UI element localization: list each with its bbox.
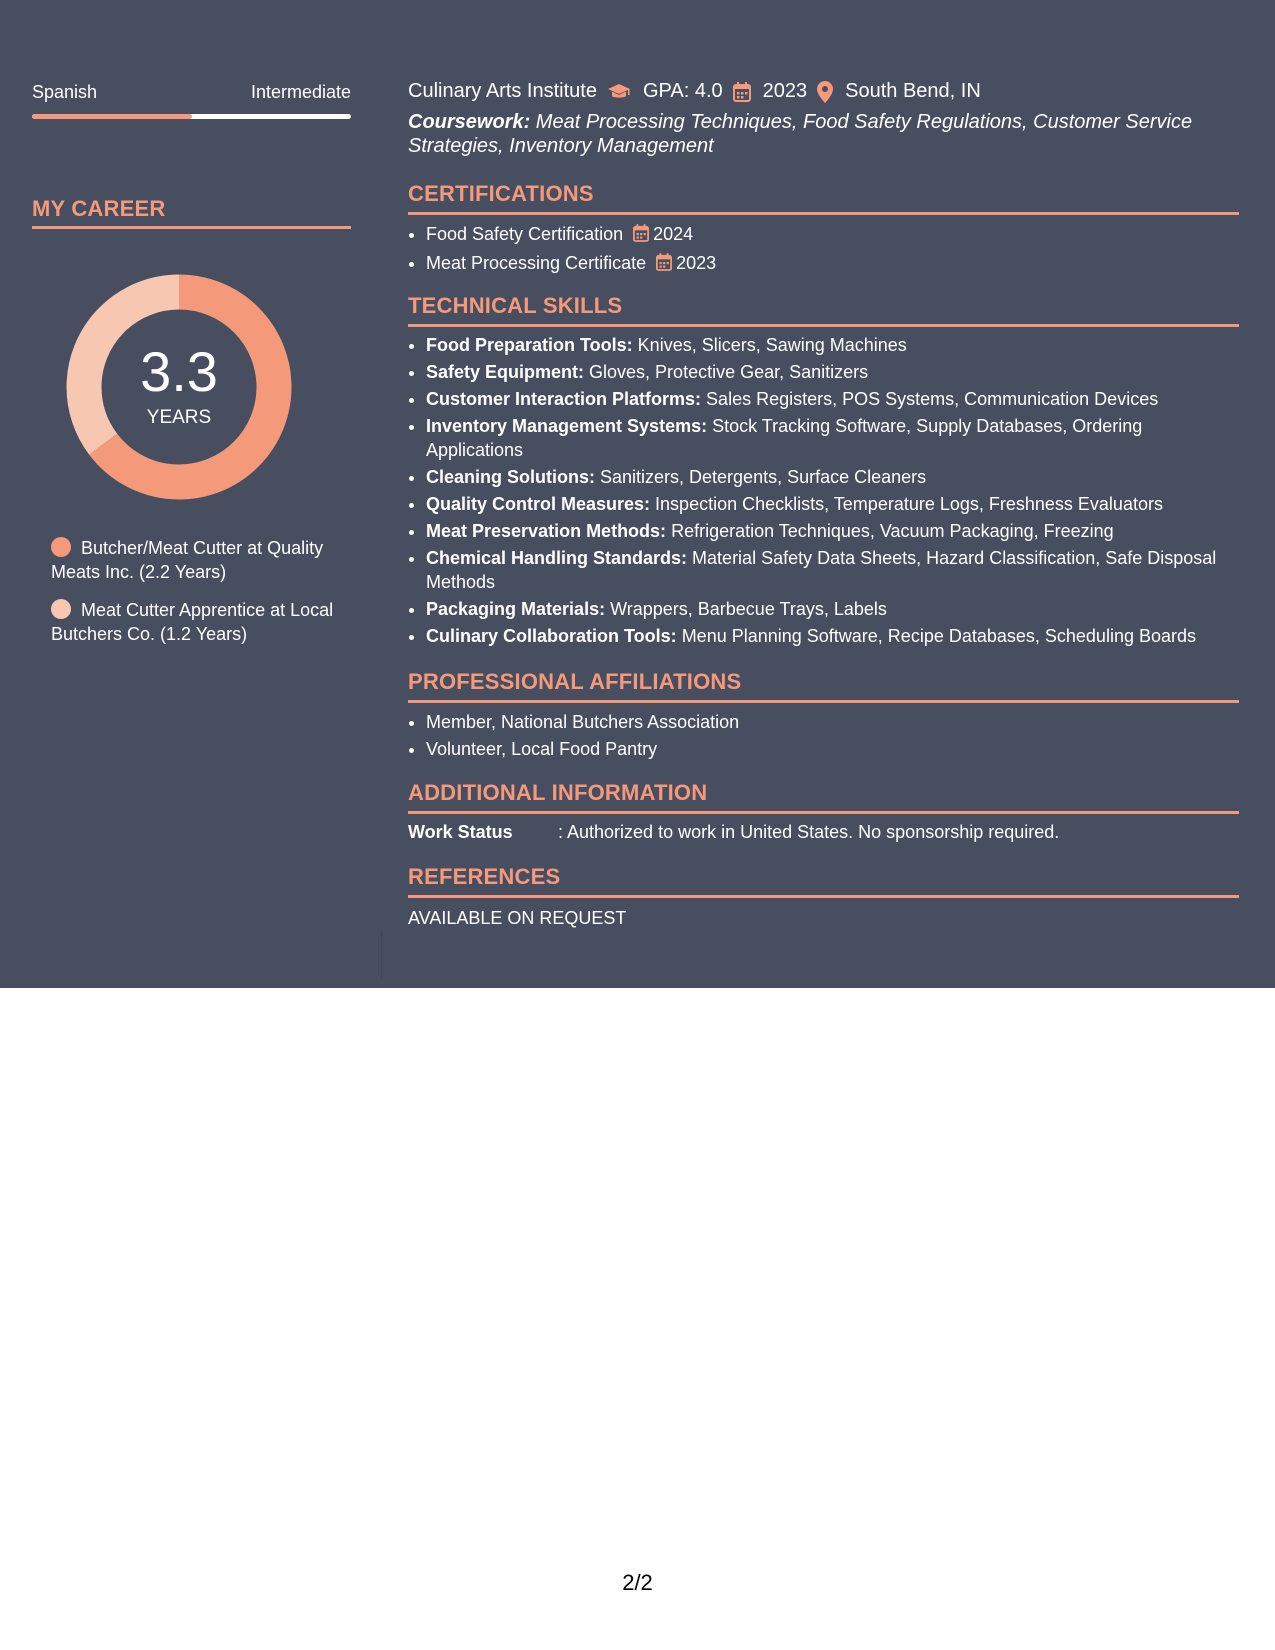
language-proficiency-bar [32, 114, 351, 119]
technical-skills-rule [408, 324, 1239, 327]
certification-name: Food Safety Certification [426, 224, 624, 244]
technical-skills-list [408, 333, 1239, 648]
graduation-cap-icon [607, 82, 631, 102]
career-donut-chart [66, 274, 292, 500]
location-pin-icon [817, 81, 833, 103]
technical-skill-value: Refrigeration Techniques, Vacuum Packaging, Freezing [666, 521, 1114, 541]
technical-skill-value: Sanitizers, Detergents, Surface Cleaners [595, 467, 927, 487]
certification-name: Meat Processing Certificate [426, 253, 647, 273]
career-legend-label: Meat Cutter Apprentice at Local Butchers Co. (1.2 Years) [51, 600, 334, 644]
technical-skill-item [426, 492, 1239, 516]
technical-skill-label: Packaging Materials: [426, 599, 606, 619]
additional-info-heading: ADDITIONAL INFORMATION [408, 780, 708, 805]
work-status-value: : Authorized to work in United States. No sponsorship required. [558, 822, 1060, 842]
career-total-unit: YEARS [146, 407, 212, 428]
education-year: 2023 [762, 80, 808, 102]
technical-skill-item [426, 465, 1239, 489]
coursework-text: Meat Processing Techniques, Food Safety Regulations, Customer Service Strategies, Inventory Management [408, 111, 1193, 157]
affiliations-list [408, 709, 1239, 763]
education-line [408, 80, 981, 103]
technical-skills-section [408, 292, 1239, 651]
language-row [32, 82, 351, 103]
career-legend [51, 536, 351, 660]
certifications-rule [408, 212, 1239, 215]
career-legend-label: Butcher/Meat Cutter at Quality Meats Inc. (2.2 Years) [51, 538, 324, 582]
affiliations-section [408, 668, 1239, 763]
calendar-icon [733, 82, 751, 102]
technical-skill-value: Knives, Slicers, Sawing Machines [632, 335, 907, 355]
technical-skill-label: Safety Equipment: [426, 362, 585, 382]
references-heading: REFERENCES [408, 864, 561, 889]
affiliation-item: • Volunteer, Local Food Pantry [426, 736, 1239, 763]
certification-item [426, 250, 1239, 279]
technical-skill-value: Inspection Checklists, Temperature Logs, Freshness Evaluators [650, 494, 1163, 514]
certifications-heading: CERTIFICATIONS [408, 181, 594, 206]
technical-skill-item [426, 414, 1239, 462]
references-text: AVAILABLE ON REQUEST [408, 908, 627, 928]
technical-skill-item [426, 333, 1239, 357]
technical-skill-label: Customer Interaction Platforms: [426, 389, 702, 409]
career-heading-rule [32, 226, 351, 229]
work-status-row [408, 822, 1239, 843]
technical-skill-label: Food Preparation Tools: [426, 335, 633, 355]
education-school: Culinary Arts Institute [408, 80, 597, 102]
education-location: South Bend, IN [845, 80, 981, 102]
technical-skill-item [426, 624, 1239, 648]
references-section [408, 863, 1239, 929]
certification-year: 2024 [653, 224, 694, 244]
technical-skills-heading: TECHNICAL SKILLS [408, 293, 623, 318]
certifications-section [408, 180, 1239, 279]
education-coursework [408, 110, 1208, 158]
language-name: Spanish [32, 82, 98, 102]
technical-skill-label: Quality Control Measures: [426, 494, 651, 514]
calendar-icon [633, 223, 649, 250]
calendar-icon [656, 252, 672, 279]
education-gpa: GPA: 4.0 [642, 80, 723, 102]
technical-skill-label: Meat Preservation Methods: [426, 521, 667, 541]
work-status-label: Work Status [408, 822, 513, 842]
technical-skill-label: Cleaning Solutions: [426, 467, 595, 487]
sidebar [32, 0, 351, 988]
legend-dot-icon [51, 599, 71, 619]
career-legend-item [51, 598, 351, 646]
coursework-label: Coursework: [408, 111, 531, 133]
career-heading: MY CAREER [32, 196, 166, 221]
affiliation-item: • Member, National Butchers Association [426, 709, 1239, 736]
references-rule [408, 895, 1239, 898]
technical-skill-value: Wrappers, Barbecue Trays, Labels [605, 599, 887, 619]
technical-skill-value: Menu Planning Software, Recipe Databases, Scheduling Boards [676, 626, 1196, 646]
technical-skill-item [426, 546, 1239, 594]
certification-item [426, 221, 1239, 250]
certification-year: 2023 [676, 253, 717, 273]
affiliations-heading: PROFESSIONAL AFFILIATIONS [408, 669, 742, 694]
technical-skill-value: Stock Tracking Software, Supply Databases, Ordering Applications [426, 416, 1143, 460]
page-number: 2/2 [622, 1570, 653, 1595]
certifications-list [408, 221, 1239, 279]
technical-skill-label: Culinary Collaboration Tools: [426, 626, 677, 646]
technical-skill-value: Gloves, Protective Gear, Sanitizers [584, 362, 869, 382]
technical-skill-item [426, 360, 1239, 384]
technical-skill-value: Material Safety Data Sheets, Hazard Classification, Safe Disposal Methods [426, 548, 1217, 592]
technical-skill-item [426, 597, 1239, 621]
affiliations-rule [408, 700, 1239, 703]
career-total-value: 3.3 [140, 340, 218, 403]
technical-skill-item [426, 519, 1239, 543]
language-proficiency-fill [32, 114, 192, 119]
technical-skill-label: Inventory Management Systems: [426, 416, 708, 436]
career-legend-item [51, 536, 351, 584]
technical-skill-item [426, 387, 1239, 411]
language-level: Intermediate [250, 82, 351, 102]
technical-skill-label: Chemical Handling Standards: [426, 548, 688, 568]
additional-info-rule [408, 811, 1239, 814]
sidebar-divider [381, 930, 382, 978]
additional-info-section [408, 779, 1239, 843]
technical-skill-value: Sales Registers, POS Systems, Communication Devices [701, 389, 1159, 409]
legend-dot-icon [51, 537, 71, 557]
